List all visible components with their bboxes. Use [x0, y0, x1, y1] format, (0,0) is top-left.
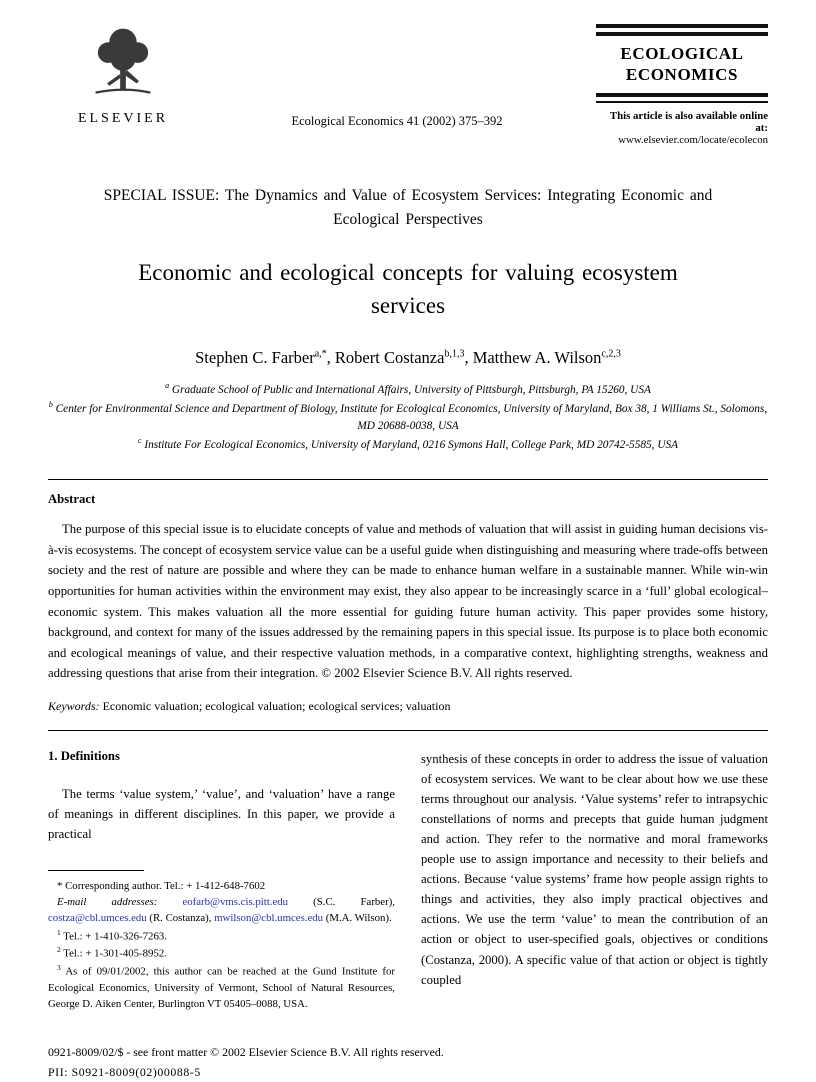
- affiliation-b: [48, 399, 768, 435]
- footnote-rule: [48, 870, 144, 871]
- front-matter-line: 0921-8009/02/$ - see front matter © 2002 Elsevier Science B.V. All rights reserved.: [48, 1045, 444, 1060]
- elsevier-tree-logo: [87, 24, 159, 104]
- right-column-paragraph: synthesis of these concepts in order to address the issue of valuation of ecosystem services. We want to be clear about how we use these terms throughout our analysis. ‘Value systems’ refer to intrapsychic constellations of norms and precepts that guide human judgment and action. They refer to the normative and moral frameworks people use to assign importance and necessity to their beliefs and actions. Because ‘value systems’ frame how people assign rights to things and activities, they also imply practical objectives and actions. We use the term ‘value’ to mean the contribution of an action or object to user-specified goals, objectives or conditions (Costanza, 2000). A specific value of that action or object is tightly coupled: [421, 751, 768, 987]
- footnotes: [48, 870, 395, 1012]
- section-1-heading: 1. Definitions: [48, 748, 120, 763]
- affiliation-c-text: Institute For Ecological Economics, University of Maryland, 0216 Symons Hall, College Park, MD 20742-5585, USA: [141, 438, 679, 451]
- journal-masthead: [596, 24, 768, 146]
- email-suffix-costanza: (R. Costanza),: [146, 912, 215, 925]
- affiliation-a: [48, 380, 768, 399]
- special-issue-title: SPECIAL ISSUE: The Dynamics and Value of Ecosystem Services: Integrating Economic and Ecological Perspectives: [103, 186, 713, 228]
- email-link-wilson[interactable]: mwilson@cbl.umces.edu: [214, 912, 324, 925]
- footnote-corresponding: * Corresponding author. Tel.: + 1-412-648-7602: [57, 880, 266, 893]
- email-addresses-label: E-mail addresses:: [57, 896, 158, 909]
- keywords-list: Economic valuation; ecological valuation; ecological services; valuation: [99, 698, 451, 713]
- footnote-2-marker: 2: [57, 945, 61, 955]
- masthead-bar-top-1: [596, 24, 768, 28]
- author-2-sup: b,1,3: [444, 348, 465, 360]
- footnote-3: [48, 962, 395, 1012]
- email-link-costanza[interactable]: costza@cbl.umces.edu: [48, 912, 147, 925]
- author-1-name: Stephen C. Farber: [195, 348, 315, 368]
- keywords-label: Keywords:: [48, 698, 100, 713]
- abstract-text: The purpose of this special issue is to elucidate concepts of value and methods of valuation that will assist in guiding human decisions vis-à-vis ecosystems. The concept of ecosystem service value can be a useful guide when distinguishing and measuring where trade-offs between society and the rest of nature are possible and where they can be made to enhance human welfare in a sustainable manner. While win-win opportunities for human activities within the environment may exist, they also appear to be increasingly scarce in a ‘full’ global ecological–economic system. This makes valuation all the more essential for guiding future human activity. This paper provides some history, background, and context for many of the issues addressed by the remaining papers in this special issue. Its purpose is to place both economic and ecological meanings of value, and their respective valuation methods, in a comparative context, highlighting strengths, weakness and addressing questions that arise from their integration. © 2002 Elsevier Science B.V. All rights reserved.: [48, 522, 768, 681]
- journal-name-line1: ECOLOGICAL: [620, 44, 744, 63]
- pii-line: PII: S0921-8009(02)00088-5: [48, 1065, 201, 1080]
- author-2-sep: ,: [464, 348, 473, 368]
- authors-line: [48, 348, 768, 368]
- journal-name: [596, 43, 768, 86]
- affiliation-a-sup: a: [165, 381, 170, 391]
- publisher-logo-block: [48, 24, 198, 127]
- journal-citation: Ecological Economics 41 (2002) 375–392: [291, 114, 503, 128]
- email-link-farber[interactable]: eofarb@vms.cis.pitt.edu: [182, 896, 289, 909]
- masthead-bar-bottom-1: [596, 93, 768, 97]
- affiliation-c-sup: c: [137, 435, 142, 445]
- author-3: [473, 348, 621, 367]
- footnote-2: [48, 944, 395, 962]
- keywords-line: [48, 699, 768, 714]
- email-suffix-farber: (S.C. Farber),: [288, 896, 395, 909]
- footnote-1: [48, 927, 395, 945]
- author-3-name: Matthew A. Wilson: [472, 348, 602, 368]
- affiliation-b-sup: b: [48, 399, 53, 409]
- affiliation-a-text: Graduate School of Public and International Affairs, University of Pittsburgh, Pittsburgh, PA 15260, USA: [169, 383, 651, 396]
- affiliations: [48, 380, 768, 453]
- section-1-paragraph: The terms ‘value system,’ ‘value’, and ‘valuation’ have a range of meanings in different disciplines. In this paper, we provide a practical: [48, 786, 395, 842]
- footnote-3-text: As of 09/01/2002, this author can be reached at the Gund Institute for Ecological Economics, University of Vermont, School of Natural Resources, George D. Aiken Center, Burlington VT 05405–0088, USA.: [48, 965, 395, 1011]
- affiliation-b-text: Center for Environmental Science and Department of Biology, Institute for Ecological Economics, University of Maryland, Box 38, 1 Williams St., Solomons, MD 20688-0038, USA: [52, 402, 768, 432]
- email-suffix-wilson: (M.A. Wilson).: [323, 912, 392, 925]
- left-column: [48, 749, 395, 1012]
- abstract-bottom-rule: [48, 730, 768, 731]
- author-1-sep: ,: [326, 348, 335, 368]
- abstract-top-rule: [48, 479, 768, 480]
- page-footer: [48, 1042, 768, 1082]
- author-3-sup: c,2,3: [601, 348, 621, 360]
- online-availability-url: www.elsevier.com/locate/ecolecon: [618, 133, 768, 146]
- footnote-2-text: Tel.: + 1-301-405-8952.: [60, 948, 167, 961]
- publisher-name: ELSEVIER: [77, 111, 169, 126]
- right-column: [421, 749, 768, 1012]
- footnote-emails: [48, 894, 395, 926]
- article-body: [48, 749, 768, 1012]
- author-2: [335, 348, 473, 367]
- page-header: [48, 24, 768, 146]
- masthead-bar-top-2: [596, 32, 768, 36]
- footnote-3-marker: 3: [57, 963, 61, 973]
- author-1: [195, 348, 335, 367]
- author-2-name: Robert Costanza: [334, 348, 445, 368]
- affiliation-c: [48, 435, 768, 454]
- abstract-heading: Abstract: [48, 492, 96, 507]
- footnote-1-marker: 1: [57, 927, 61, 937]
- footnote-1-text: Tel.: + 1-410-326-7263.: [60, 930, 167, 943]
- article-title: Economic and ecological concepts for valuing ecosystem services: [138, 259, 678, 318]
- online-availability-notice: This article is also available online at:: [609, 109, 768, 134]
- masthead-bar-bottom-2: [596, 101, 768, 103]
- journal-name-line2: ECONOMICS: [625, 65, 739, 85]
- author-1-sup: a,*: [314, 348, 327, 360]
